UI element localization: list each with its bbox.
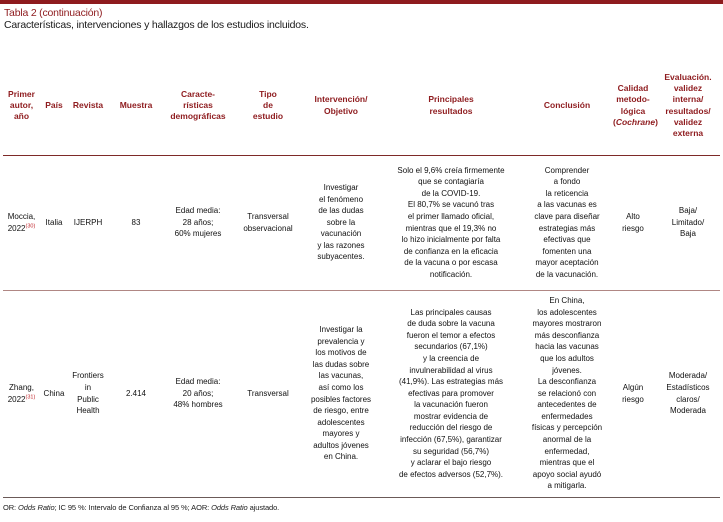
cell-evaluation: Baja/ Limitado/ Baja: [671, 206, 705, 239]
cell-sample: 2.414: [125, 388, 147, 398]
cell-conclusion: Comprender a fondo la reticencia a las vacunas es clave para diseñar estrategias más efectivas que fomenten una mayor aceptación de la vacunación.: [534, 165, 600, 279]
header-pais: País: [45, 99, 63, 110]
top-accent-bar: [0, 0, 723, 4]
table-title: Tabla 2 (continuación): [4, 7, 103, 19]
header-demograficas: Caracte- rísticas demográficas: [170, 88, 226, 122]
cell-journal: IJERPH: [73, 217, 103, 227]
cell-intervention: Investigar la prevalencia y los motivos de las dudas sobre las vacunas, así como los posibles factores de riesgo, entre adolescentes mayores y adultos jóvenes en China.: [310, 324, 372, 462]
abbreviations-footnote: OR: Odds Ratio; IC 95 %: Intervalo de Confianza al 95 %; AOR: Odds Ratio ajustado.: [3, 503, 280, 512]
header-intervencion: Intervención/ Objetivo: [314, 94, 368, 116]
cell-author: Moccia, 2022$^{(30)}$: [7, 211, 36, 233]
cell-conclusion: En China, los adolescentes mayores mostraron más desconfianza hacia las vacunas que los adultos jóvenes. La desconfianza se relacionó con antecedentes de enfermedades físicas y percepción anormal de la enfermedad, mientras que el apoyo social ayudó a mitigarla.: [531, 295, 603, 491]
header-evaluacion: Evaluación. validez interna/ resultados/ validez externa: [664, 72, 712, 138]
header-revista: Revista: [72, 99, 104, 110]
cell-country: China: [43, 388, 65, 398]
header-muestra: Muestra: [119, 99, 153, 110]
cell-country: Italia: [45, 217, 63, 227]
cell-journal: Frontiers in Public Health: [72, 371, 104, 416]
table-row-zhang: [0, 291, 723, 496]
cell-quality: Algún riesgo: [622, 382, 644, 404]
cell-demographics: Edad media: 20 años; 48% hombres: [173, 377, 223, 410]
cell-study-type: Transversal observacional: [243, 211, 293, 233]
cell-demographics: Edad media: 28 años; 60% mujeres: [174, 206, 222, 239]
bottom-divider: [3, 497, 720, 498]
cell-quality: Alto riesgo: [622, 211, 644, 233]
cell-evaluation: Moderada/ Estadísticos claros/ Moderada: [666, 371, 710, 416]
header-tipo-estudio: Tipo de estudio: [252, 88, 284, 122]
cell-study-type: Transversal: [247, 388, 289, 398]
table-subtitle: Características, intervenciones y hallazgos de los estudios incluidos.: [4, 19, 309, 31]
header-resultados: Principales resultados: [428, 94, 474, 116]
table-header-row: [0, 56, 723, 155]
cell-intervention: Investigar el fenómeno de las dudas sobre la vacunación y las razones subyacentes.: [317, 182, 365, 262]
cell-author: Zhang, 2022$^{(31)}$: [7, 382, 36, 404]
cell-sample: 83: [131, 217, 141, 227]
cell-results: Las principales causas de duda sobre la vacuna fueron el temor a efectos secundarios (67,1%) y la creencia de invulnerabilidad al virus (41,9%). Las estrategias más efectivas para promover la vacunación fueron mostrar evidencia de reducción del riesgo de infección (67,5%), garantizar su seguridad (56,7%) y aclarar el bajo riesgo de efectos adversos (52,7%).: [398, 307, 504, 479]
table-row-moccia: [0, 156, 723, 289]
header-calidad: Calidad metodo- lógica (Cochrane): [613, 83, 658, 127]
header-primer-autor: Primer autor, año: [8, 88, 35, 122]
cell-results: Solo el 9,6% creía firmemente que se contagiaría de la COVID-19. El 80,7% se vacunó tras el primer llamado oficial, mientras que el 19,3% no lo hizo inicialmente por falta de confianza en la eficacia de la vacuna o por escasa notificación.: [397, 165, 505, 279]
header-conclusion: Conclusión: [543, 99, 591, 110]
